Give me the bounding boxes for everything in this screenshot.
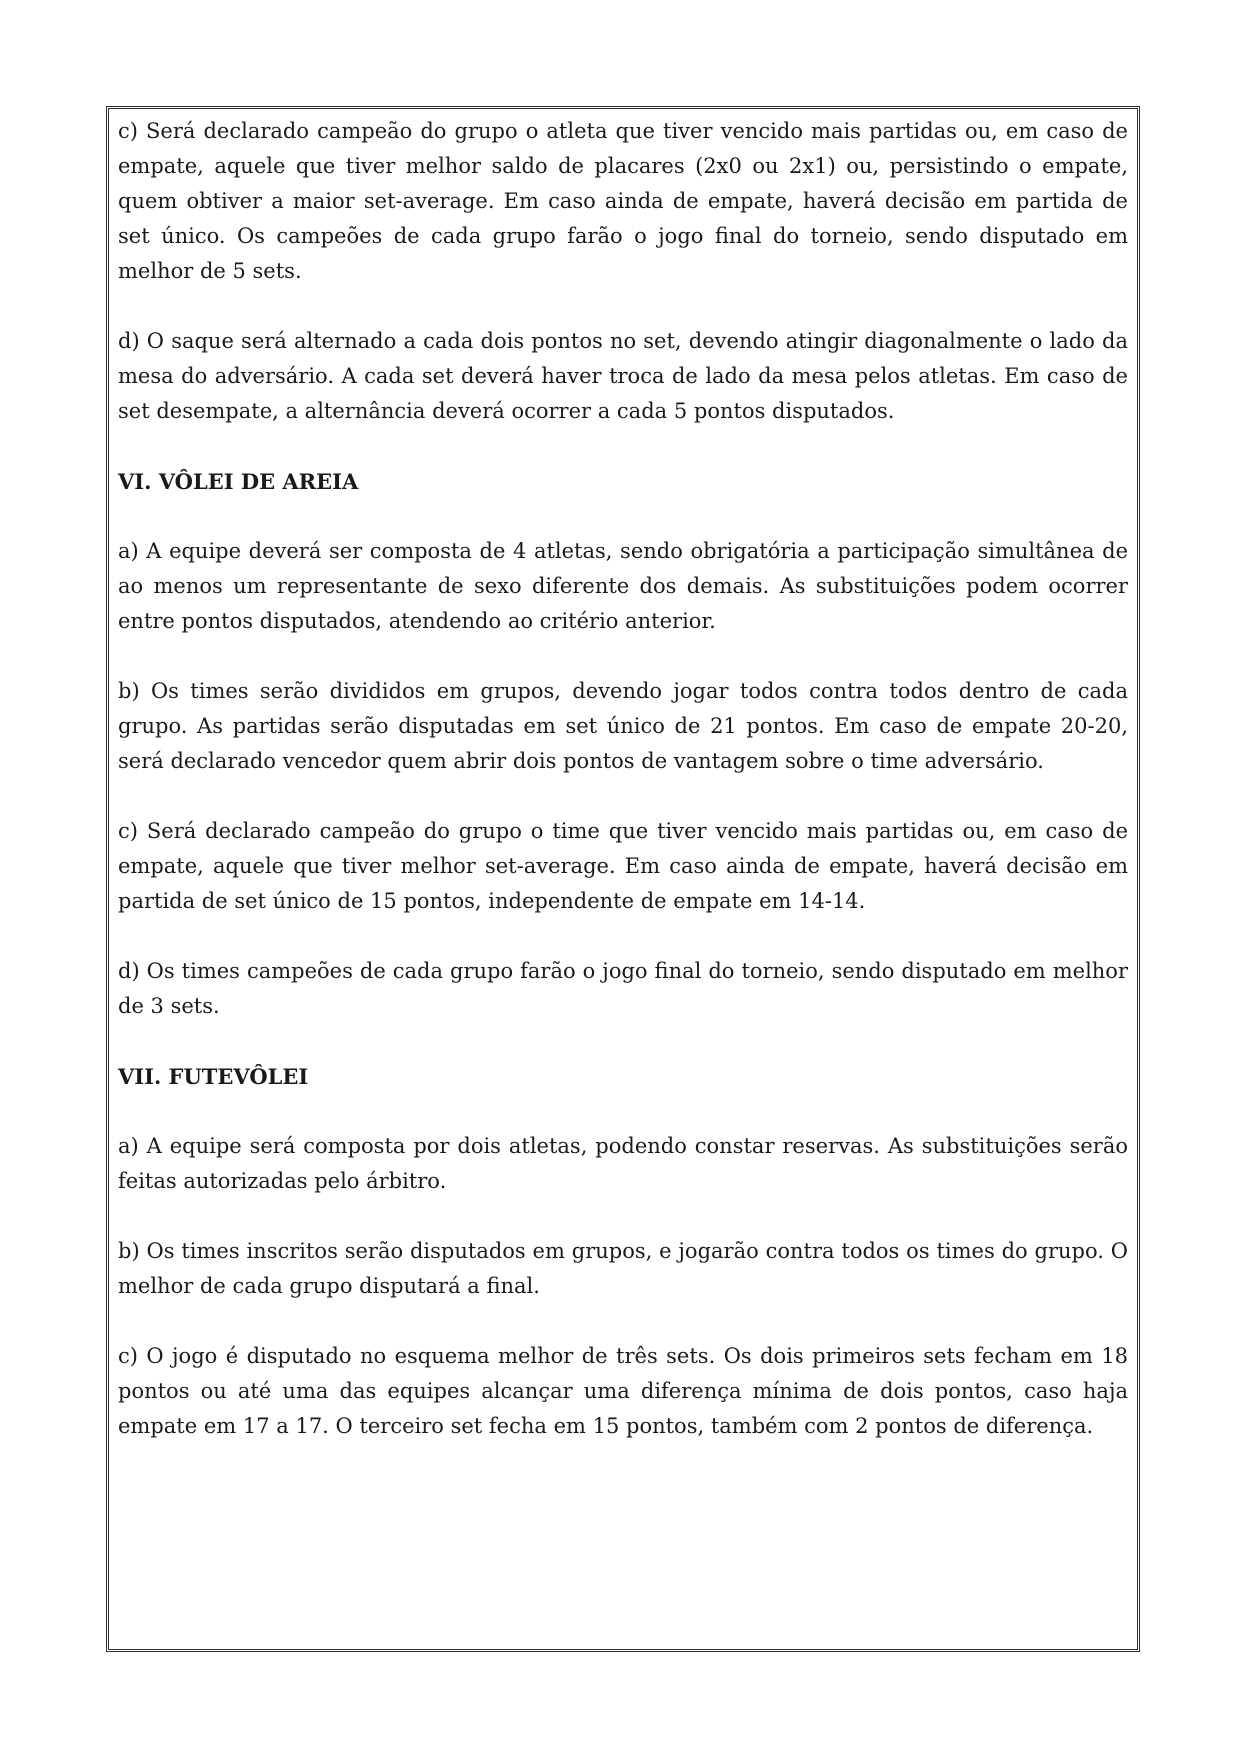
document-body [118,114,1128,1479]
paragraph-a-volei-de-areia: a) A equipe deverá ser composta de 4 atletas, sendo obrigatória a participação simultânea de ao menos um representante de sexo diferente dos demais. As substituições podem ocorrer entre pontos disputados, atendendo ao critério anterior. [118,539,1128,633]
paragraph-c-volei-de-areia: c) Será declarado campeão do grupo o time que tiver vencido mais partidas ou, em caso de empate, aquele que tiver melhor set-average. Em caso ainda de empate, haverá decisão em partida de set único de 15 pontos, independente de empate em 14-14. [118,819,1128,913]
section-heading-volei-de-areia: VI. VÔLEI DE AREIA [118,469,359,494]
section-heading-futevolei: VII. FUTEVÔLEI [118,1064,309,1089]
paragraph-c-table-tennis: c) Será declarado campeão do grupo o atleta que tiver vencido mais partidas ou, em caso de empate, aquele que tiver melhor saldo de placares (2x0 ou 2x1) ou, persistindo o empate, quem obtiver a maior set-average. Em caso ainda de empate, haverá decisão em partida de set único. Os campeões de cada grupo farão o jogo final do torneio, sendo disputado em melhor de 5 sets. [118,119,1128,283]
paragraph-c-futevolei: c) O jogo é disputado no esquema melhor de três sets. Os dois primeiros sets fecham em 18 pontos ou até uma das equipes alcançar uma diferença mínima de dois pontos, caso haja empate em 17 a 17. O terceiro set fecha em 15 pontos, também com 2 pontos de diferença. [118,1344,1128,1438]
paragraph-b-futevolei: b) Os times inscritos serão disputados em grupos, e jogarão contra todos os times do grupo. O melhor de cada grupo disputará a final. [118,1239,1128,1298]
paragraph-a-futevolei: a) A equipe será composta por dois atletas, podendo constar reservas. As substituições serão feitas autorizadas pelo árbitro. [118,1134,1128,1193]
paragraph-d-table-tennis: d) O saque será alternado a cada dois pontos no set, devendo atingir diagonalmente o lado da mesa do adversário. A cada set deverá haver troca de lado da mesa pelos atletas. Em caso de set desempate, a alternância deverá ocorrer a cada 5 pontos disputados. [118,329,1128,423]
paragraph-d-volei-de-areia: d) Os times campeões de cada grupo farão o jogo final do torneio, sendo disputado em melhor de 3 sets. [118,959,1128,1018]
paragraph-b-volei-de-areia: b) Os times serão divididos em grupos, devendo jogar todos contra todos dentro de cada grupo. As partidas serão disputadas em set único de 21 pontos. Em caso de empate 20-20, será declarado vencedor quem abrir dois pontos de vantagem sobre o time adversário. [118,679,1128,773]
